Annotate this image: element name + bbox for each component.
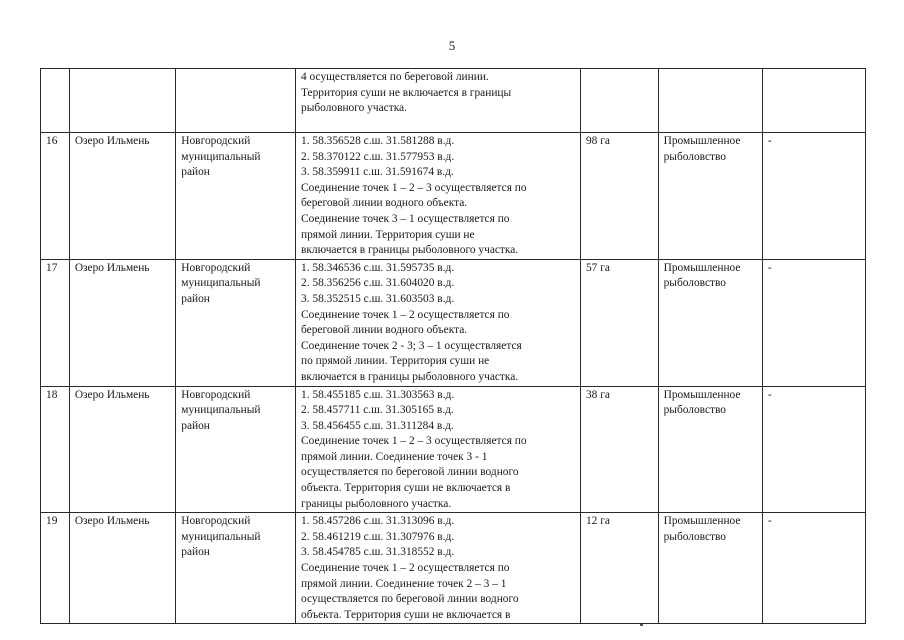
text-line: объекта. Территория суши не включается в — [301, 608, 511, 621]
table-row-continuation — [41, 69, 866, 133]
boundary-coordinates — [296, 513, 581, 624]
table-body — [41, 69, 866, 624]
text-line: границы рыболовного участка. — [301, 497, 452, 510]
text-line: - — [767, 261, 772, 274]
text-line: Территория суши не включается в границы — [301, 86, 512, 99]
text-line: 1. 58.457286 с.ш. 31.313096 в.д. — [301, 515, 455, 528]
area-size — [580, 513, 658, 624]
text-line: Озеро Ильмень — [74, 515, 150, 528]
text-line: Озеро Ильмень — [74, 388, 150, 401]
text-line: 4 осуществляется по береговой линии. — [301, 71, 489, 83]
cell-note — [762, 69, 865, 133]
text-line: Новгородский — [181, 515, 251, 528]
note — [762, 386, 865, 513]
text-line: 19 — [46, 515, 58, 528]
page-number: 5 — [448, 38, 456, 53]
water-body-name — [69, 133, 175, 260]
text-line: район — [181, 419, 210, 432]
text-line: включается в границы рыболовного участка. — [301, 244, 519, 257]
cell-size — [580, 69, 658, 133]
text-line: муниципальный — [181, 530, 261, 543]
water-body-name — [69, 513, 175, 624]
municipal-area — [176, 386, 296, 513]
text-line: Промышленное — [663, 135, 741, 147]
table-row — [41, 513, 866, 624]
boundary-coordinates — [296, 386, 581, 513]
table-row — [41, 386, 866, 513]
text-line: 3. 58.454785 с.ш. 31.318552 в.д. — [301, 546, 455, 559]
text-line: Новгородский — [181, 261, 251, 274]
area-size — [580, 386, 658, 513]
row-number — [41, 259, 70, 386]
note — [762, 133, 865, 260]
text-line: 17 — [46, 261, 58, 274]
text-line: Новгородский — [181, 135, 251, 147]
text-line: 18 — [46, 388, 58, 401]
cell-name — [69, 69, 175, 133]
text-line: муниципальный — [181, 277, 261, 290]
fishing-areas-table — [40, 68, 866, 624]
text-line: 2. 58.461219 с.ш. 31.307976 в.д. — [301, 530, 455, 543]
text-line: рыболовство — [663, 150, 727, 163]
text-line: включается в границы рыболовного участка. — [301, 370, 519, 383]
text-line: Соединение точек 1 – 2 – 3 осуществляется по — [301, 181, 527, 194]
text-line: прямой линии. Соединение точек 2 – 3 – 1 — [301, 577, 507, 590]
text-line: Промышленное — [663, 388, 741, 401]
note — [762, 513, 865, 624]
text-line: Соединение точек 1 – 2 осуществляется по — [301, 308, 510, 321]
text-line: муниципальный — [181, 150, 261, 163]
text-line: Промышленное — [663, 261, 741, 274]
text-line: 57 га — [585, 261, 610, 274]
cell-coords — [296, 69, 581, 133]
text-line: муниципальный — [181, 404, 261, 417]
text-line: - — [767, 135, 772, 147]
text-line: район — [181, 546, 210, 559]
usage-type — [658, 133, 762, 260]
usage-type — [658, 259, 762, 386]
scan-mark — [640, 624, 643, 626]
text-line: Соединение точек 1 – 2 осуществляется по — [301, 562, 510, 575]
text-line: 2. 58.356256 с.ш. 31.604020 в.д. — [301, 277, 455, 290]
note — [762, 259, 865, 386]
text-line: прямой линии. Территория суши не — [301, 228, 475, 241]
text-line: район — [181, 292, 210, 305]
text-line: район — [181, 166, 210, 179]
text-line: - — [767, 388, 772, 401]
cell-num — [41, 69, 70, 133]
text-line: 16 — [46, 135, 58, 147]
table-row — [41, 133, 866, 260]
municipal-area — [176, 133, 296, 260]
water-body-name — [69, 259, 175, 386]
text-line: 98 га — [585, 135, 610, 147]
text-line: 1. 58.455185 с.ш. 31.303563 в.д. — [301, 388, 455, 401]
text-line: объекта. Территория суши не включается в — [301, 482, 511, 495]
text-line: осуществляется по береговой линии водного — [301, 466, 519, 479]
text-line: Озеро Ильмень — [74, 261, 150, 274]
text-line: Озеро Ильмень — [74, 135, 150, 147]
usage-type — [658, 386, 762, 513]
text-line: рыболовство — [663, 277, 727, 290]
text-line: рыболовство — [663, 404, 727, 417]
row-number — [41, 513, 70, 624]
text-line: Новгородский — [181, 388, 251, 401]
water-body-name — [69, 386, 175, 513]
text-line: 12 га — [585, 515, 610, 528]
municipal-area — [176, 259, 296, 386]
text-line: береговой линии водного объекта. — [301, 324, 468, 337]
text-line: Соединение точек 2 - 3; 3 – 1 осуществляется — [301, 339, 522, 352]
text-line: 1. 58.356528 с.ш. 31.581288 в.д. — [301, 135, 455, 147]
boundary-coordinates — [296, 259, 581, 386]
text-line: осуществляется по береговой линии водного — [301, 593, 519, 606]
row-number — [41, 133, 70, 260]
area-size — [580, 133, 658, 260]
text-line: 3. 58.352515 с.ш. 31.603503 в.д. — [301, 292, 455, 305]
text-line: Соединение точек 3 – 1 осуществляется по — [301, 212, 510, 225]
text-line: 3. 58.456455 с.ш. 31.311284 в.д. — [301, 419, 454, 432]
text-line: рыболовного участка. — [301, 102, 407, 115]
area-size — [580, 259, 658, 386]
text-line: рыболовство — [663, 530, 727, 543]
cell-use — [658, 69, 762, 133]
text-line: 2. 58.457711 с.ш. 31.305165 в.д. — [301, 404, 454, 417]
table-row — [41, 259, 866, 386]
text-line: 3. 58.359911 с.ш. 31.591674 в.д. — [301, 166, 454, 179]
text-line: 1. 58.346536 с.ш. 31.595735 в.д. — [301, 261, 455, 274]
text-line: - — [767, 515, 772, 528]
row-number — [41, 386, 70, 513]
text-line: 38 га — [585, 388, 610, 401]
text-line: прямой линии. Соединение точек 3 - 1 — [301, 450, 488, 463]
text-line: береговой линии водного объекта. — [301, 197, 468, 210]
text-line: Промышленное — [663, 515, 741, 528]
text-line: 2. 58.370122 с.ш. 31.577953 в.д. — [301, 150, 455, 163]
cell-area — [176, 69, 296, 133]
text-line: по прямой линии. Территория суши не — [301, 355, 490, 368]
municipal-area — [176, 513, 296, 624]
text-line: Соединение точек 1 – 2 – 3 осуществляется по — [301, 435, 527, 448]
usage-type — [658, 513, 762, 624]
boundary-coordinates — [296, 133, 581, 260]
